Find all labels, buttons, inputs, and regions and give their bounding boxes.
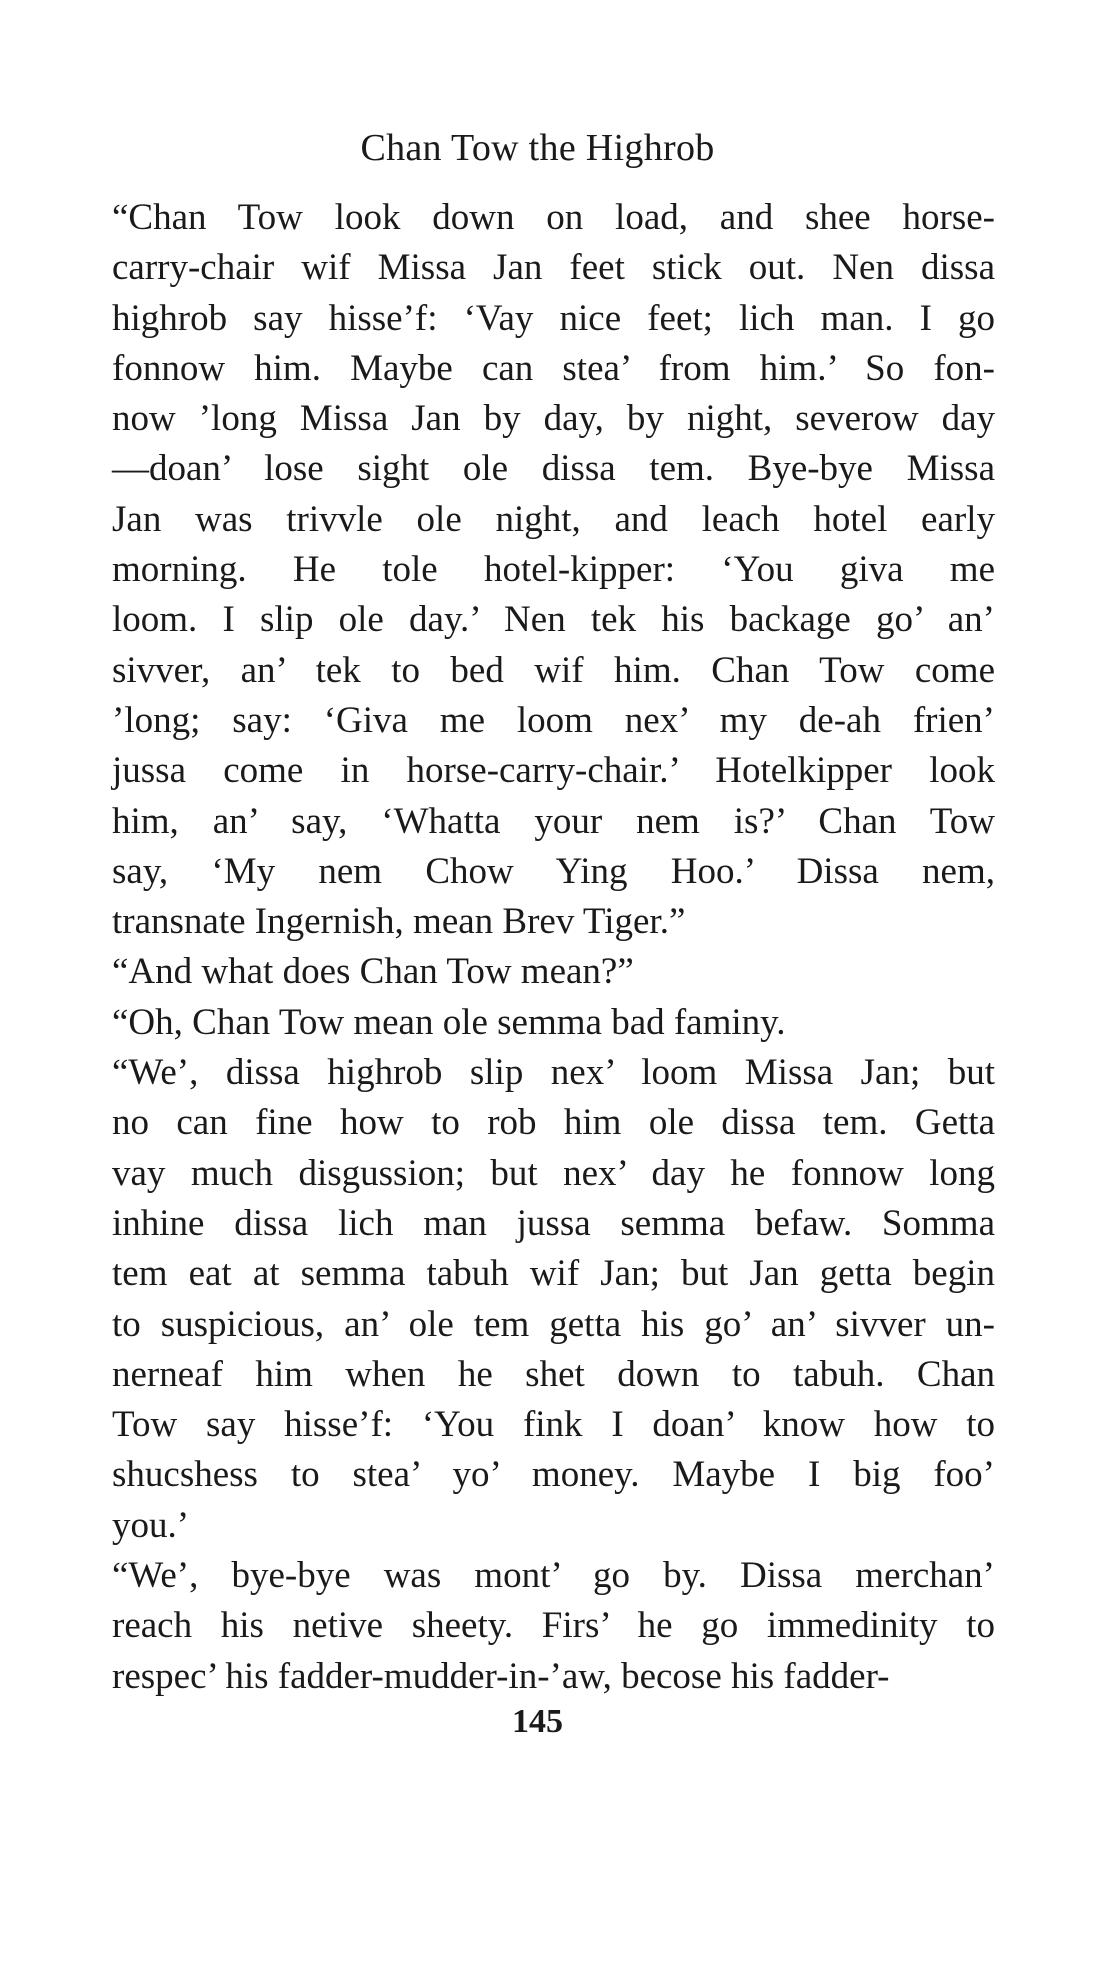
body-text: [80, 193, 995, 1702]
text-line: inhine dissa lich man jussa semma befaw. Somma: [112, 1202, 995, 1244]
text-line: nerneaf him when he shet down to tabuh. Chan: [112, 1353, 995, 1395]
text-line: Jan was trivvle ole night, and leach hotel early: [112, 498, 995, 540]
text-line: say, ‘My nem Chow Ying Hoo.’ Dissa nem,: [112, 850, 995, 892]
text-line: vay much disgussion; but nex’ day he fonnow long: [112, 1152, 995, 1194]
text-line: Tow say hisse’f: ‘You fink I doan’ know how to: [112, 1404, 995, 1446]
text-line: shucshess to stea’ yo’ money. Maybe I big foo’: [112, 1454, 995, 1496]
text-line: “And what does Chan Tow mean?”: [112, 951, 634, 993]
text-line: fonnow him. Maybe can stea’ from him.’ So fon-: [112, 347, 995, 389]
text-line: transnate Ingernish, mean Brev Tiger.”: [112, 901, 686, 943]
text-line: “Chan Tow look down on load, and shee horse-: [112, 197, 995, 238]
text-line: “We’, bye-bye was mont’ go by. Dissa merchan’: [112, 1555, 995, 1597]
paragraph: [80, 1551, 995, 1702]
text-line: no can fine how to rob him ole dissa tem. Getta: [112, 1102, 995, 1144]
text-line: him, an’ say, ‘Whatta your nem is?’ Chan Tow: [112, 800, 995, 842]
text-line: to suspicious, an’ ole tem getta his go’ an’ sivver un-: [112, 1303, 995, 1345]
paragraph: [80, 193, 995, 947]
text-line: carry-chair wif Missa Jan feet stick out. Nen dissa: [112, 247, 995, 289]
running-head: Chan Tow the Highrob: [360, 127, 715, 169]
book-page: [80, 0, 995, 1979]
text-line: loom. I slip ole day.’ Nen tek his backage go’ an’: [112, 599, 995, 641]
text-line: highrob say hisse’f: ‘Vay nice feet; lich man. I go: [112, 297, 995, 339]
text-line: you.’: [112, 1504, 190, 1546]
text-line: tem eat at semma tabuh wif Jan; but Jan getta begin: [112, 1253, 995, 1295]
text-line: “We’, dissa highrob slip nex’ loom Missa Jan; but: [112, 1052, 995, 1094]
text-line: sivver, an’ tek to bed wif him. Chan Tow come: [112, 649, 995, 691]
text-line: ’long; say: ‘Giva me loom nex’ my de-ah frien’: [112, 699, 995, 741]
text-line: now ’long Missa Jan by day, by night, severow day: [112, 398, 995, 440]
page-number: 145: [512, 1703, 563, 1740]
text-line: “Oh, Chan Tow mean ole semma bad faminy.: [112, 1001, 786, 1043]
text-line: reach his netive sheety. Firs’ he go immedinity to: [112, 1605, 995, 1647]
text-line: jussa come in horse-carry-chair.’ Hotelkipper look: [112, 750, 995, 792]
paragraph: [80, 998, 995, 1048]
text-line: respec’ his fadder-mudder-in-’aw, becose his fadder-: [112, 1655, 890, 1697]
text-line: morning. He tole hotel-kipper: ‘You giva me: [112, 549, 995, 591]
paragraph: [80, 947, 995, 997]
paragraph: [80, 1048, 995, 1551]
text-line: —doan’ lose sight ole dissa tem. Bye-bye Missa: [112, 448, 995, 490]
